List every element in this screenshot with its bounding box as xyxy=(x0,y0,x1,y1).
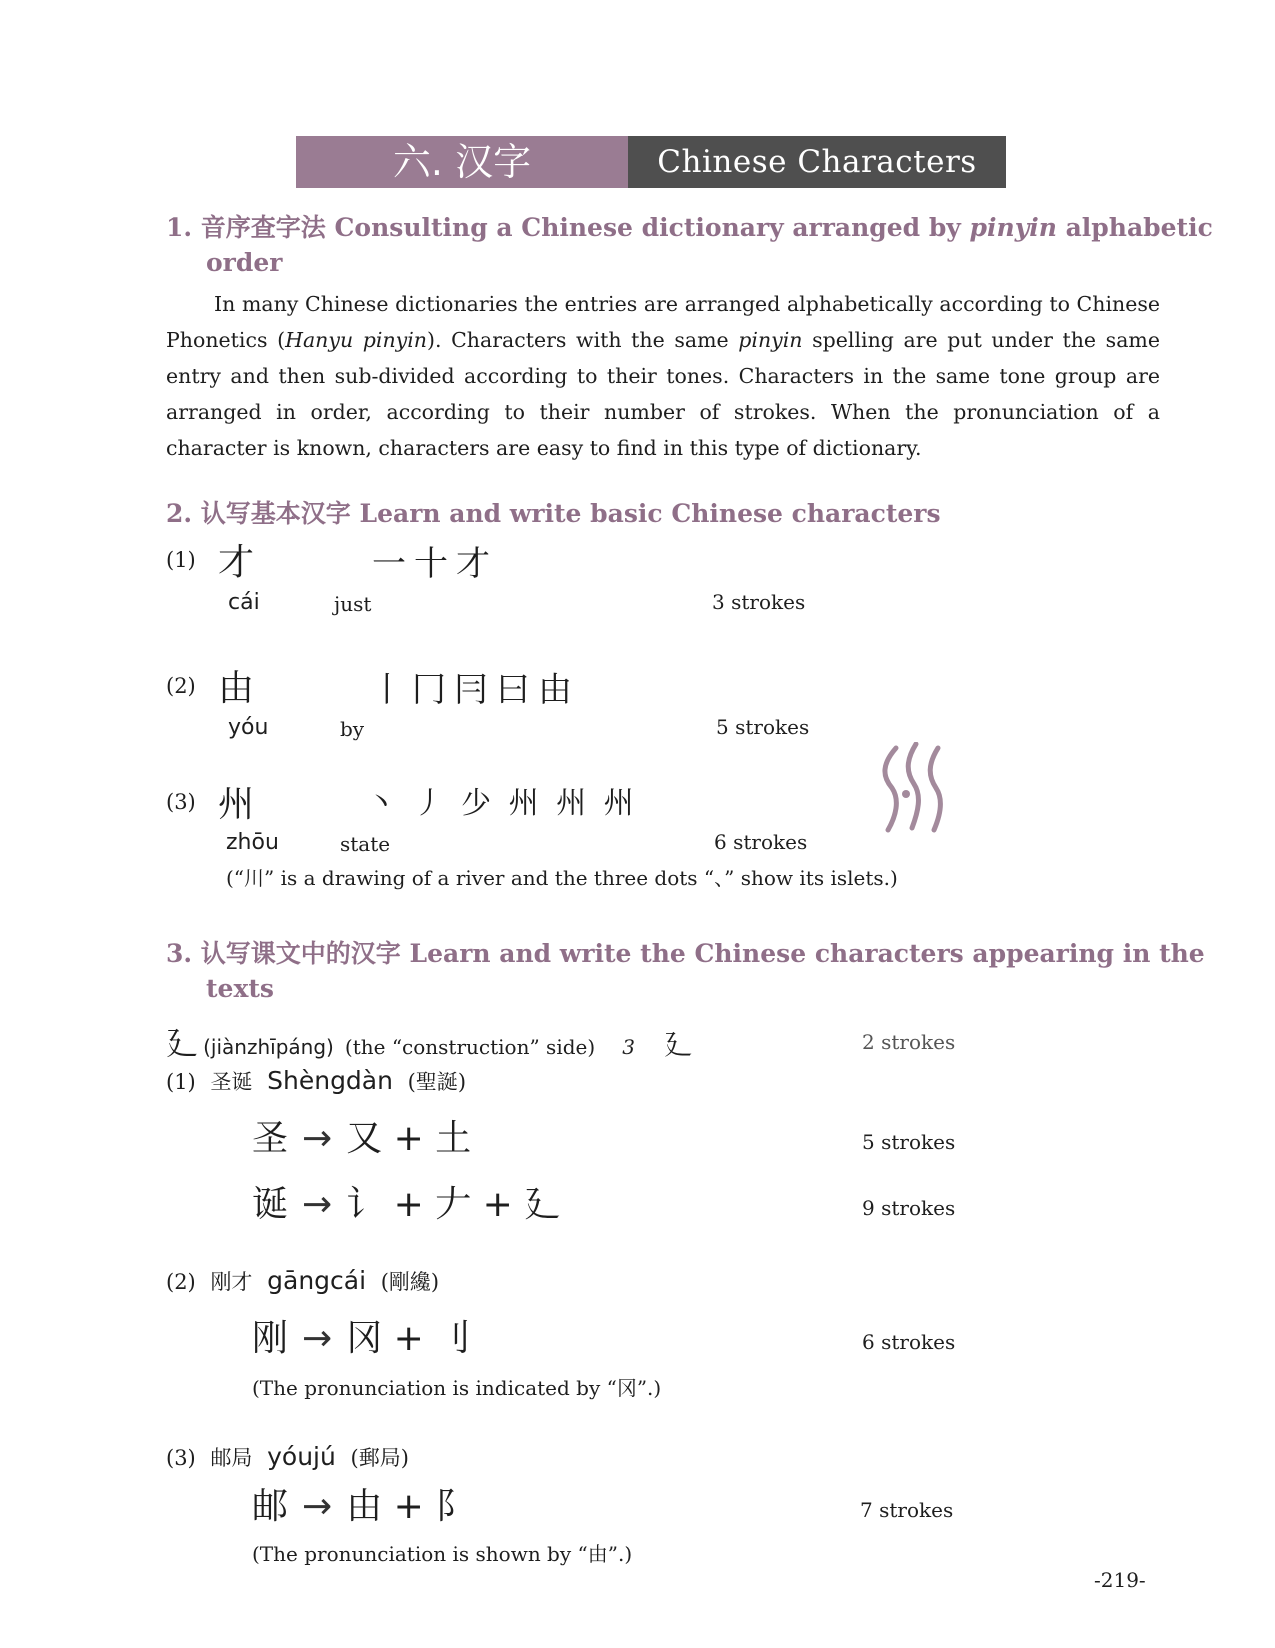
stroke-sequence: 丨冂冃曰由 xyxy=(370,670,580,710)
para-text-e: spelling are put under the same entry and then sub-divided according to their tones. Characters in the same tone group are arranged in order, according to their number of strokes. When the pronunciation of a character is known, characters are easy to find in this type of dictionary. xyxy=(166,328,1160,460)
word-entry xyxy=(166,1066,466,1096)
item-character: 州 xyxy=(218,784,255,825)
word-pinyin: yóujú xyxy=(267,1442,336,1471)
stroke-count: 3 strokes xyxy=(712,590,806,614)
item-pinyin: yóu xyxy=(228,715,269,740)
decomposition-formula xyxy=(252,1110,471,1161)
arrow-icon: → xyxy=(302,1184,333,1225)
arrow-icon: → xyxy=(302,1486,333,1527)
word-traditional: (剛纔) xyxy=(380,1270,440,1294)
item-pinyin: cái xyxy=(228,590,260,615)
arrow-icon: → xyxy=(302,1318,333,1359)
pronunciation-note: (The pronunciation is indicated by “冈”.) xyxy=(252,1376,662,1400)
item-number: (3) xyxy=(166,790,196,814)
para-text-b: Hanyu pinyin xyxy=(285,328,427,352)
word-number: (1) xyxy=(166,1070,196,1094)
stroke-count: 6 strokes xyxy=(862,1330,956,1354)
banner-english-title: Chinese Characters xyxy=(628,136,1006,188)
para-text-c: ). Characters with the same xyxy=(427,328,739,352)
item-gloss: state xyxy=(340,832,391,856)
radical-pinyin: (jiànzhīpáng) xyxy=(203,1035,334,1059)
word-entry xyxy=(166,1442,409,1472)
stroke-sequence: 丶 丿 少 州 州 州 xyxy=(366,786,638,821)
stroke-count: 2 strokes xyxy=(862,1030,956,1054)
formula-parts: 由 + 阝 xyxy=(346,1486,472,1527)
word-hanzi: 刚才 xyxy=(210,1270,253,1294)
word-entry xyxy=(166,1266,439,1296)
decomposition-formula xyxy=(252,1310,471,1361)
page-number: -219- xyxy=(1094,1568,1146,1592)
word-number: (3) xyxy=(166,1446,196,1470)
stroke-count: 5 strokes xyxy=(862,1130,956,1154)
word-traditional: (郵局) xyxy=(350,1446,409,1470)
banner-chinese-title: 六. 汉字 xyxy=(296,136,628,188)
word-traditional: (聖誕) xyxy=(407,1070,467,1094)
section1-heading-suffix: alphabetic xyxy=(1056,213,1213,242)
item-gloss: just xyxy=(334,592,372,616)
radical-char: 廴 xyxy=(166,1024,199,1062)
para-text-a: In many Chinese dictionaries the entries are arranged alphabetically according to Chinese Phonetics ( xyxy=(166,292,1160,352)
stroke-count: 7 strokes xyxy=(860,1498,954,1522)
section3-heading-line2: texts xyxy=(206,974,274,1003)
section1-heading-italic: pinyin xyxy=(969,213,1057,242)
section1-heading-line2: order xyxy=(206,248,283,277)
formula-parts: 讠 + 𠂇 + 廴 xyxy=(346,1184,561,1225)
river-pictograph-icon xyxy=(878,742,958,834)
item-character: 才 xyxy=(218,542,255,583)
formula-parts: 又 + 土 xyxy=(346,1118,472,1159)
stroke-count: 6 strokes xyxy=(714,830,808,854)
word-hanzi: 邮局 xyxy=(210,1446,253,1470)
formula-parts: 冈 + 刂 xyxy=(346,1318,472,1359)
item-gloss: by xyxy=(340,717,365,741)
word-number: (2) xyxy=(166,1270,196,1294)
radical-seq1: 3 xyxy=(622,1035,635,1059)
section1-heading-prefix: 1. 音序查字法 Consulting a Chinese dictionary arranged by xyxy=(166,213,970,242)
word-hanzi: 圣诞 xyxy=(210,1070,253,1094)
radical-gloss: (the “construction” side) xyxy=(344,1035,596,1059)
stroke-count: 5 strokes xyxy=(716,715,810,739)
section1-heading xyxy=(166,208,1213,244)
formula-char: 刚 xyxy=(252,1318,289,1359)
section1-paragraph xyxy=(166,286,1160,466)
radical-seq2: 廴 xyxy=(664,1028,693,1061)
word-pinyin: Shèngdàn xyxy=(267,1066,393,1095)
word-pinyin: gāngcái xyxy=(267,1266,367,1295)
radical-row xyxy=(166,1018,692,1064)
decomposition-formula xyxy=(252,1478,471,1529)
item-number: (1) xyxy=(166,548,196,572)
formula-char: 诞 xyxy=(252,1184,289,1225)
pronunciation-note: (The pronunciation is shown by “由”.) xyxy=(252,1542,633,1566)
item-pinyin: zhōu xyxy=(226,830,279,855)
formula-char: 圣 xyxy=(252,1118,289,1159)
section2-heading: 2. 认写基本汉字 Learn and write basic Chinese characters xyxy=(166,499,941,528)
river-note: (“川” is a drawing of a river and the three dots “、” show its islets.) xyxy=(226,866,898,890)
formula-char: 邮 xyxy=(252,1486,289,1527)
stroke-count: 9 strokes xyxy=(862,1196,956,1220)
arrow-icon: → xyxy=(302,1118,333,1159)
item-number: (2) xyxy=(166,674,196,698)
para-text-d: pinyin xyxy=(738,328,803,352)
decomposition-formula xyxy=(252,1176,560,1227)
item-character: 由 xyxy=(218,668,255,709)
stroke-sequence: 一十才 xyxy=(372,544,498,584)
section3-heading: 3. 认写课文中的汉字 Learn and write the Chinese characters appearing in the xyxy=(166,939,1205,968)
